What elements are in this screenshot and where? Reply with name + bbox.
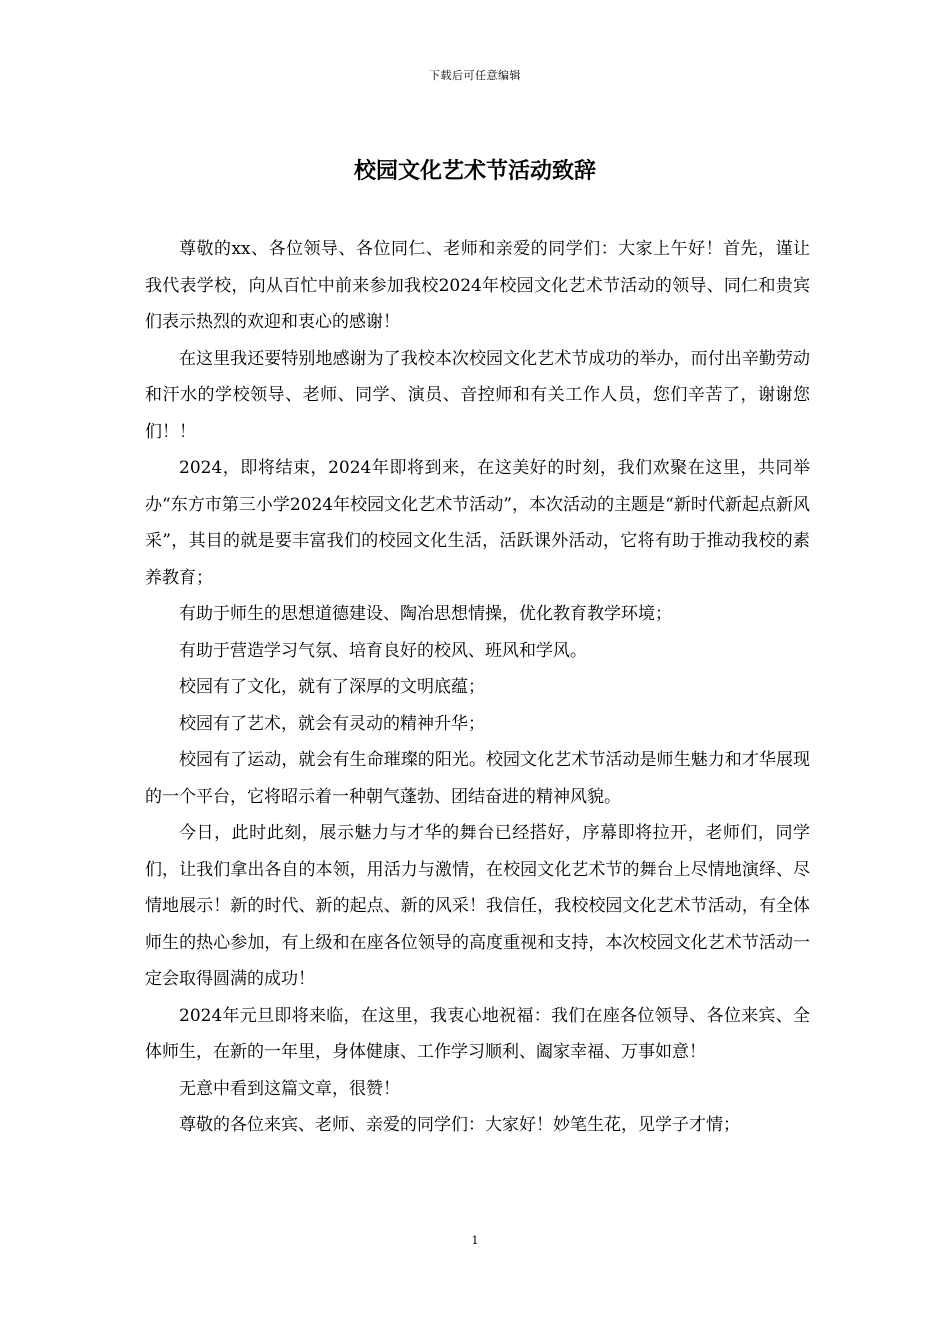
paragraph: 无意中看到这篇文章，很赞！ <box>179 1078 400 1099</box>
paragraph: 2024年元旦即将来临，在这里，我衷心地祝福：我们在座各位领导、各位来宾、全体师生，在新的一年里，身体健康、工作学习顺利、阖家幸福、万事如意！ <box>145 1005 810 1062</box>
paragraph: 校园有了文化，就有了深厚的文明底蕴； <box>179 677 485 697</box>
document-body <box>145 231 810 1144</box>
paragraph: 校园有了运动，就会有生命璀璨的阳光。校园文化艺术节活动是师生魅力和才华展现的一个平台，它将昭示着一种朝气蓬勃、团结奋进的精神风貌。 <box>145 750 810 807</box>
paragraph: 有助于营造学习气氛、培育良好的校风、班风和学风。 <box>179 640 587 661</box>
paragraph: 2024，即将结束，2024年即将到来，在这美好的时刻，我们欢聚在这里，共同举办“东方市第三小学2024年校园文化艺术节活动”，本次活动的主题是“新时代新起点新风采”，其目的就是要丰富我们的校园文化生活，活跃课外活动，它将有助于推动我校的素养教育； <box>145 458 810 588</box>
paragraph: 今日，此时此刻，展示魅力与才华的舞台已经搭好，序幕即将拉开，老师们，同学们，让我们拿出各自的本领，用活力与激情，在校园文化艺术节的舞台上尽情地演绎、尽情地展示！新的时代、新的起点、新的风采！我信任，我校校园文化艺术节活动，有全体师生的热心参加，有上级和在座各位领导的高度重视和支持，本次校园文化艺术节活动一定会取得圆满的成功！ <box>145 823 810 989</box>
header-note: 下载后可任意编辑 <box>429 69 521 82</box>
paragraph: 尊敬的xx、各位领导、各位同仁、老师和亲爱的同学们：大家上午好！首先，谨让我代表学校，向从百忙中前来参加我校2024年校园文化艺术节活动的领导、同仁和贵宾们表示热烈的欢迎和衷心的感谢！ <box>145 239 810 332</box>
paragraph: 尊敬的各位来宾、老师、亲爱的同学们：大家好！妙笔生花，见学子才情； <box>179 1115 740 1135</box>
paragraph: 在这里我还要特别地感谢为了我校本次校园文化艺术节成功的举办，而付出辛勤劳动和汗水的学校领导、老师、同学、演员、音控师和有关工作人员，您们辛苦了，谢谢您们！！ <box>145 348 810 442</box>
paragraph: 校园有了艺术，就会有灵动的精神升华； <box>179 713 485 734</box>
page-number: 1 <box>471 1234 479 1247</box>
document-title: 校园文化艺术节活动致辞 <box>353 158 596 184</box>
paragraph: 有助于师生的思想道德建设、陶冶思想情操，优化教育教学环境； <box>179 604 672 624</box>
